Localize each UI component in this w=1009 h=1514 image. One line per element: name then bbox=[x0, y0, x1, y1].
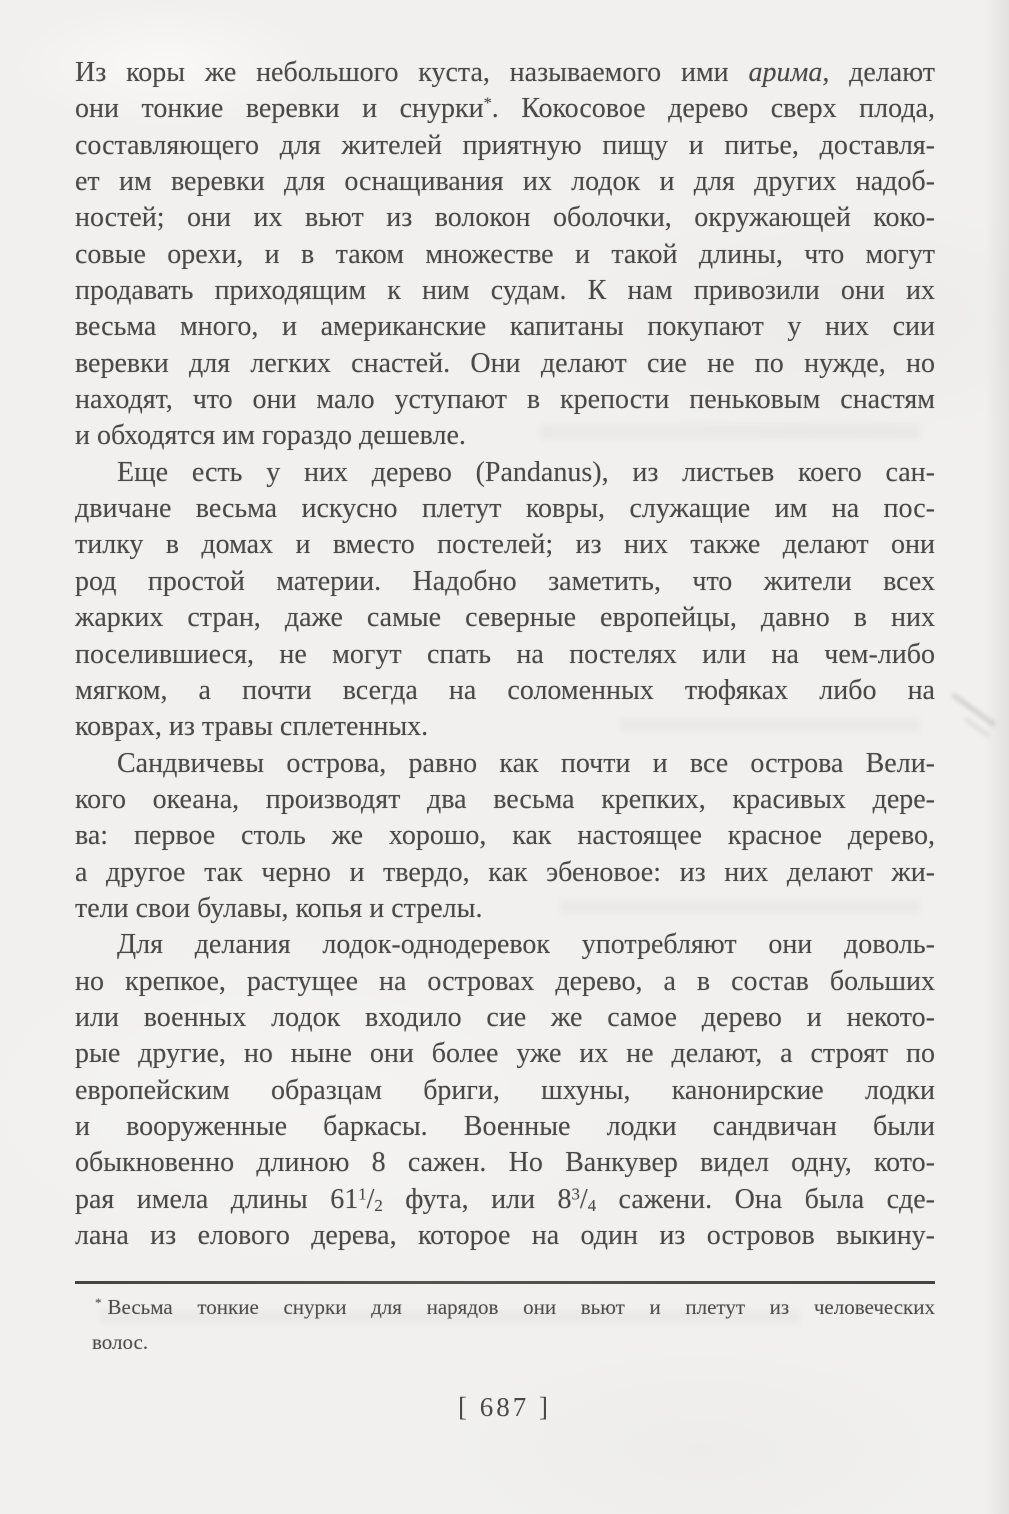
text-line: веревки для легких снастей. Они делают сие не по нужде, но bbox=[75, 347, 935, 379]
text-line: род простой материи. Надобно заметить, что жители всех bbox=[75, 565, 935, 597]
paragraph bbox=[75, 746, 935, 928]
scan-smudge-artifact bbox=[952, 693, 996, 727]
footnote-text: Весьма тонкие снурки для нарядов они вьют и плетут из человеческих bbox=[107, 1295, 935, 1319]
text-line: двичане весьма искусно плетут ковры, служащие им на пос- bbox=[75, 493, 935, 525]
text-line: обыкновенно длиною 8 сажен. Но Ванкувер видел одну, кото- bbox=[75, 1147, 935, 1179]
text-line: кого океана, производят два весьма крепких, красивых дере- bbox=[75, 783, 935, 815]
paragraph bbox=[75, 455, 935, 746]
text-line: Еще есть у них дерево (Pandanus), из листьев коего сан- bbox=[117, 456, 935, 488]
text-segment: делают bbox=[829, 57, 935, 88]
page-number: [ 687 ] bbox=[458, 1392, 551, 1422]
italic-term: арима, bbox=[748, 57, 830, 88]
footnote-divider-rule bbox=[75, 1281, 935, 1284]
text-line: и вооруженные баркасы. Военные лодки сандвичан были bbox=[75, 1110, 935, 1142]
text-line: лана из елового дерева, которое на один из островов выкину- bbox=[75, 1220, 935, 1251]
text-line: рые другие, но ныне они более уже их не делают, а строят по bbox=[75, 1038, 935, 1070]
text-segment: они тонкие веревки и снурки bbox=[75, 93, 484, 125]
text-segment: рая имела длины 61 bbox=[75, 1183, 359, 1215]
text-line: тели свои булавы, копья и стрелы. bbox=[75, 892, 483, 924]
text-segment: Из коры же небольшого куста, называемого ими bbox=[75, 57, 749, 88]
text-line: совые орехи, и в таком множестве и такой длины, что могут bbox=[75, 238, 935, 270]
text-line: весьма много, и американские капитаны покупают у них сии bbox=[75, 311, 935, 343]
fraction-slash: / bbox=[579, 1183, 588, 1215]
text-line: или военных лодок входило сие же самое дерево и некото- bbox=[75, 1001, 935, 1033]
text-line: европейским образцам бриги, шхуны, канонирские лодки bbox=[75, 1074, 935, 1106]
text-line: составляющего для жителей приятную пищу и питье, доставля- bbox=[75, 129, 935, 161]
fraction-numerator: 1 bbox=[358, 1184, 367, 1204]
text-line bbox=[75, 55, 935, 91]
text-block bbox=[75, 55, 935, 1254]
text-line: ет им веревки для оснащивания их лодок и для других надоб- bbox=[75, 166, 935, 198]
text-line: ва: первое столь же хорошо, как настоящее красное дерево, bbox=[75, 820, 935, 852]
footnote-marker-asterisk: * bbox=[95, 1294, 102, 1310]
text-segment: . Кокосовое дерево сверх плода, bbox=[491, 93, 935, 125]
scan-edge-shadow bbox=[985, 0, 1009, 1514]
text-line: тилку в домах и вместо постелей; из них также делают они bbox=[75, 529, 935, 561]
text-segment: сажени. Она была сде- bbox=[596, 1183, 935, 1215]
text-line: находят, что они мало уступают в крепости пеньковым снастям bbox=[75, 384, 935, 416]
footnote-line: волос. bbox=[92, 1330, 149, 1354]
text-line: и обходятся им гораздо дешевле. bbox=[75, 420, 466, 452]
text-line: поселившиеся, не могут спать на постелях или на чем-либо bbox=[75, 638, 935, 670]
text-line: жарких стран, даже самые северные европейцы, давно в них bbox=[75, 602, 935, 634]
text-line: но крепкое, растущее на островах дерево, а в состав больших bbox=[75, 965, 935, 997]
paragraph bbox=[75, 927, 935, 1254]
paragraph bbox=[75, 55, 935, 455]
text-line: Сандвичевы острова, равно как почти и все острова Вели- bbox=[117, 747, 935, 779]
text-line: ностей; они их вьют из волокон оболочки, окружающей коко- bbox=[75, 202, 935, 234]
fraction-denominator: 4 bbox=[587, 1195, 597, 1215]
text-line: продавать приходящим к ним судам. К нам привозили они их bbox=[75, 275, 935, 307]
text-line: Для делания лодок-однодеревок употребляют они доволь- bbox=[117, 929, 935, 961]
footnote bbox=[75, 1290, 935, 1360]
text-line: а другое так черно и твердо, как эбеновое: из них делают жи- bbox=[75, 856, 935, 888]
text-line bbox=[75, 1182, 935, 1218]
footnote-reference-asterisk: * bbox=[483, 94, 492, 113]
text-line bbox=[75, 91, 935, 127]
fraction-numerator: 3 bbox=[571, 1184, 580, 1204]
fraction-denominator: 2 bbox=[374, 1195, 383, 1215]
text-line: коврах, из травы сплетенных. bbox=[75, 711, 429, 743]
text-segment: фута, или 8 bbox=[382, 1183, 572, 1215]
fraction-slash: / bbox=[366, 1183, 375, 1215]
text-line: мягком, а почти всегда на соломенных тюфяках либо на bbox=[75, 674, 935, 706]
footnote-line bbox=[75, 1290, 935, 1325]
